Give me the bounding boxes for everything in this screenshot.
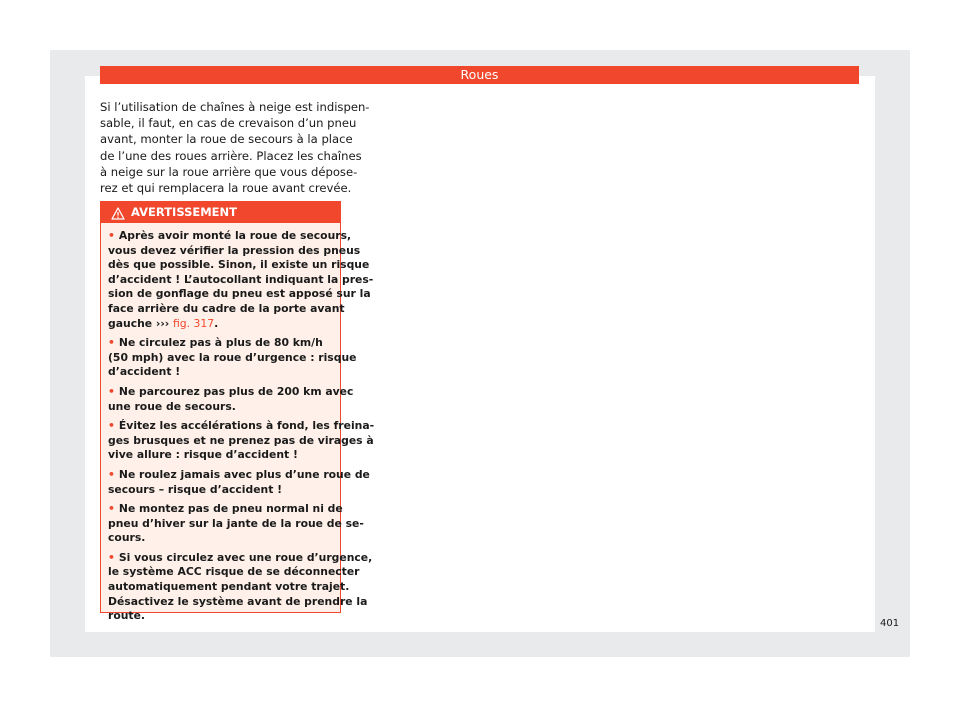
warning-line: • Ne circulez pas à plus de 80 km/h bbox=[108, 336, 323, 350]
bullet-icon: • bbox=[108, 229, 115, 242]
warning-line: d’accident ! L’autocollant indiquant la pres- bbox=[108, 272, 374, 286]
warning-line: face arrière du cadre de la porte avant bbox=[108, 301, 345, 315]
bullet-icon: • bbox=[108, 502, 115, 516]
warning-line: route. bbox=[108, 609, 146, 623]
section-header: Roues bbox=[100, 66, 859, 84]
warning-item bbox=[108, 467, 370, 497]
warning-line: gauche ››› fig. 317. bbox=[108, 316, 219, 330]
warning-item bbox=[108, 419, 375, 463]
warning-item bbox=[108, 336, 357, 380]
bullet-icon: • bbox=[108, 550, 115, 564]
warning-line: le système ACC risque de se déconnecter bbox=[108, 565, 360, 579]
warning-list bbox=[101, 223, 375, 624]
warning-triangle-icon bbox=[111, 206, 125, 219]
warning-line: (50 mph) avec la roue d’urgence : risque bbox=[108, 350, 357, 364]
warning-item bbox=[108, 502, 364, 546]
warning-line: ges brusques et ne prenez pas de virages à bbox=[108, 433, 374, 447]
warning-line: • Ne parcourez pas plus de 200 km avec bbox=[108, 384, 354, 398]
warning-line: secours – risque d’accident ! bbox=[108, 482, 283, 496]
warning-line: d’accident ! bbox=[108, 365, 181, 379]
warning-line: Désactivez le système avant de prendre la bbox=[108, 594, 368, 608]
figure-reference-link[interactable]: fig. 317 bbox=[172, 316, 215, 330]
warning-item bbox=[108, 550, 373, 624]
warning-line: • Évitez les accélérations à fond, les freina- bbox=[108, 419, 375, 433]
intro-paragraph bbox=[100, 99, 370, 196]
intro-line: sable, il faut, en cas de crevaison d’un pneu bbox=[100, 116, 357, 131]
bullet-icon: • bbox=[108, 467, 115, 481]
intro-line: de l’une des roues arrière. Placez les chaînes bbox=[100, 148, 362, 163]
warning-line: • Si vous circulez avec une roue d’urgence, bbox=[108, 550, 373, 564]
intro-line: Si l’utilisation de chaînes à neige est indispen- bbox=[100, 100, 370, 114]
warning-line: • Après avoir monté la roue de secours, bbox=[108, 229, 352, 242]
warning-line: automatiquement pendant votre trajet. bbox=[108, 580, 350, 594]
warning-header bbox=[101, 202, 340, 223]
warning-line: • Ne roulez jamais avec plus d’une roue de bbox=[108, 467, 370, 481]
warning-line: pneu d’hiver sur la jante de la roue de se- bbox=[108, 516, 364, 530]
bullet-icon: • bbox=[108, 419, 115, 433]
warning-item bbox=[108, 384, 354, 414]
warning-line: dès que possible. Sinon, il existe un risque bbox=[108, 258, 370, 272]
page-number: 401 bbox=[880, 618, 900, 629]
intro-line: avant, monter la roue de secours à la place bbox=[100, 132, 353, 147]
bullet-icon: • bbox=[108, 384, 115, 398]
warning-title: AVERTISSEMENT bbox=[131, 205, 238, 219]
intro-line: rez et qui remplacera la roue avant crevée. bbox=[100, 181, 352, 196]
warning-line: vous devez vérifier la pression des pneus bbox=[108, 243, 361, 257]
bullet-icon: • bbox=[108, 336, 115, 350]
warning-line: sion de gonflage du pneu est apposé sur la bbox=[108, 287, 371, 301]
warning-item bbox=[108, 229, 374, 331]
warning-line: une roue de secours. bbox=[108, 399, 236, 413]
warning-line: cours. bbox=[108, 531, 146, 545]
warning-line: vive allure : risque d’accident ! bbox=[108, 448, 298, 462]
intro-line: à neige sur la roue arrière que vous dépose- bbox=[100, 164, 358, 179]
warning-box bbox=[100, 201, 375, 623]
warning-line: • Ne montez pas de pneu normal ni de bbox=[108, 502, 343, 516]
